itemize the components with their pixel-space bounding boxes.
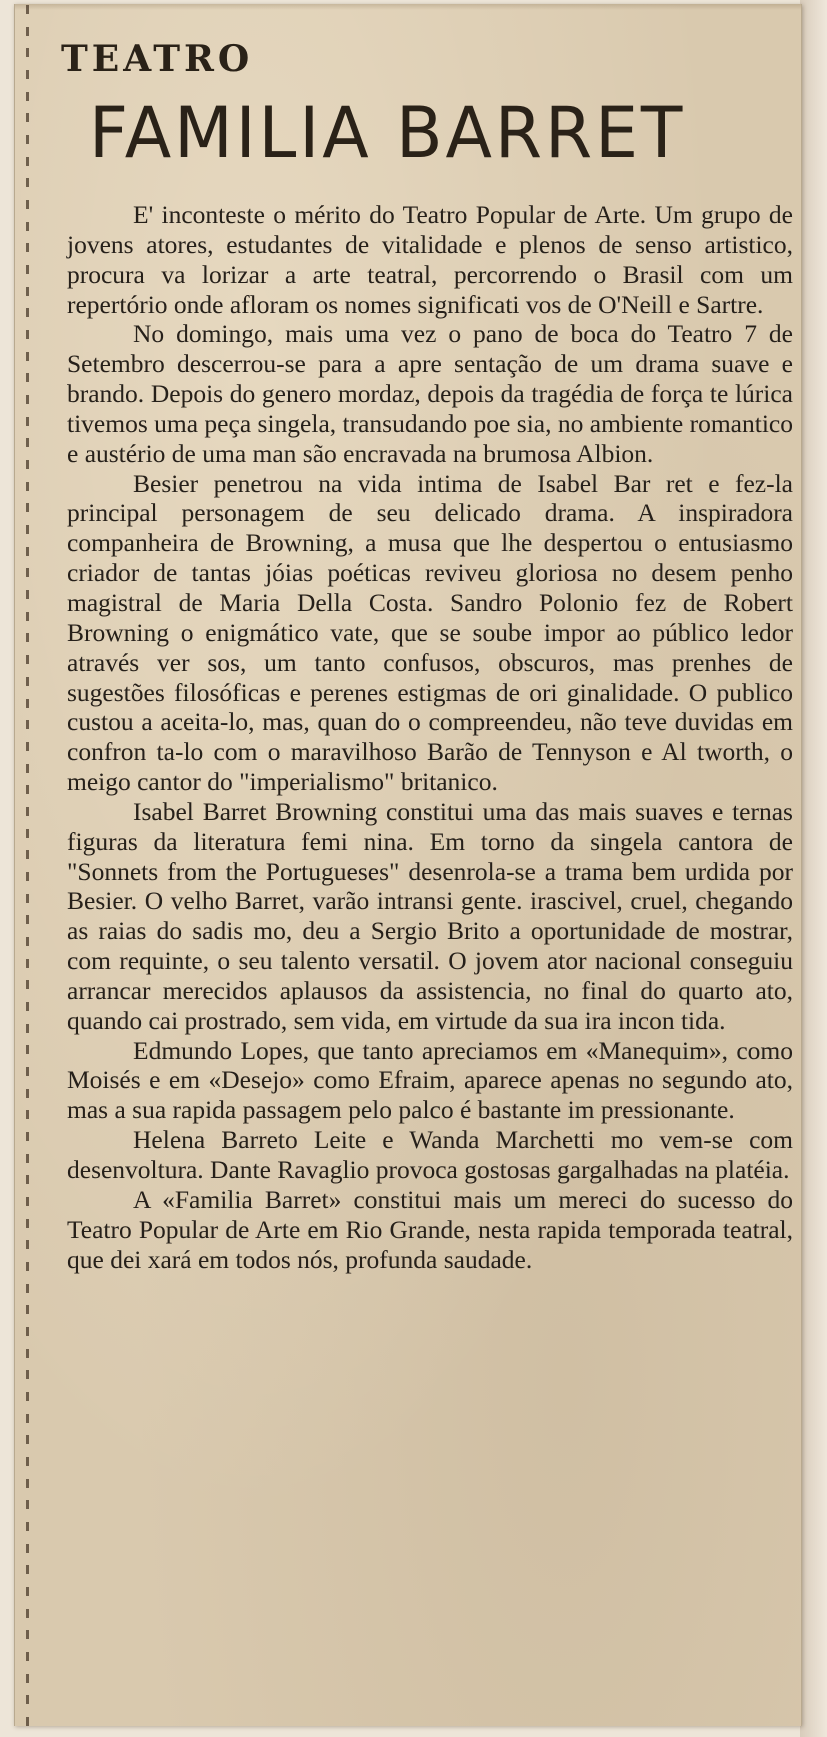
article-paragraph: No domingo, mais uma vez o pano de boca do Teatro 7 de Setembro descerrou-se para a apre sentação de um drama suave e brando. Depois do genero mordaz, depois da tragédia de força te lúrica tivemos uma peça singela, transudando poe sia, no ambiente romantico e austério de uma man são encravada na brumosa Albion. — [67, 319, 793, 468]
article-paragraph: E' inconteste o mérito do Teatro Popular de Arte. Um grupo de jovens atores, estudantes de vitalidade e plenos de senso artistico, procura va lorizar a arte teatral, percorrendo o Brasil com um repertório onde afloram os nomes significati vos de O'Neill e Sartre. — [67, 200, 793, 319]
perforated-edge — [25, 5, 29, 1727]
article-headline: FAMILIA BARRET — [89, 92, 686, 174]
paper-edge — [15, 4, 801, 10]
article-paragraph: A «Familia Barret» constitui mais um mereci do sucesso do Teatro Popular de Arte em Rio Grande, nesta rapida temporada teatral, que dei xará em todos nós, profunda saudade. — [67, 1184, 793, 1274]
section-label: TEATRO — [61, 38, 254, 80]
scan-background — [800, 0, 827, 1737]
article-body — [67, 200, 793, 1274]
article-paragraph: Besier penetrou na vida intima de Isabel Bar ret e fez-la principal personagem de seu delicado drama. A inspiradora companheira de Browning, a musa que lhe despertou o entusiasmo criador de tantas jóias poéticas reviveu gloriosa no desem penho magistral de Maria Della Costa. Sandro Polonio fez de Robert Browning o enigmático vate, que se soube impor ao público ledor através ver sos, um tanto confusos, obscuros, mas prenhes de sugestões filosóficas e perenes estigmas de ori ginalidade. O publico custou a aceita-lo, mas, quan do o compreendeu, não teve duvidas em confron ta-lo com o maravilhoso Barão de Tennyson e Al tworth, o meigo cantor do "imperialismo" britanico. — [67, 468, 793, 797]
newspaper-clipping — [14, 4, 802, 1726]
article-paragraph: Helena Barreto Leite e Wanda Marchetti mo vem-se com desenvoltura. Dante Ravaglio provoca gostosas gargalhadas na platéia. — [67, 1125, 793, 1184]
article-paragraph: Edmundo Lopes, que tanto apreciamos em «Manequim», como Moisés e em «Desejo» como Efraim, aparece apenas no segundo ato, mas a sua rapida passagem pelo palco é bastante im pressionante. — [67, 1035, 793, 1125]
article-paragraph: Isabel Barret Browning constitui uma das mais suaves e ternas figuras da literatura femi nina. Em torno da singela cantora de "Sonnets from the Portugueses" desenrola-se a trama bem urdida por Besier. O velho Barret, varão intransi gente. irascivel, cruel, chegando as raias do sadis mo, deu a Sergio Brito a oportunidade de mostrar, com requinte, o seu talento versatil. O jovem ator nacional conseguiu arrancar merecidos aplausos da assistencia, no final do quarto ato, quando cai prostrado, sem vida, em virtude da sua ira incon tida. — [67, 796, 793, 1035]
